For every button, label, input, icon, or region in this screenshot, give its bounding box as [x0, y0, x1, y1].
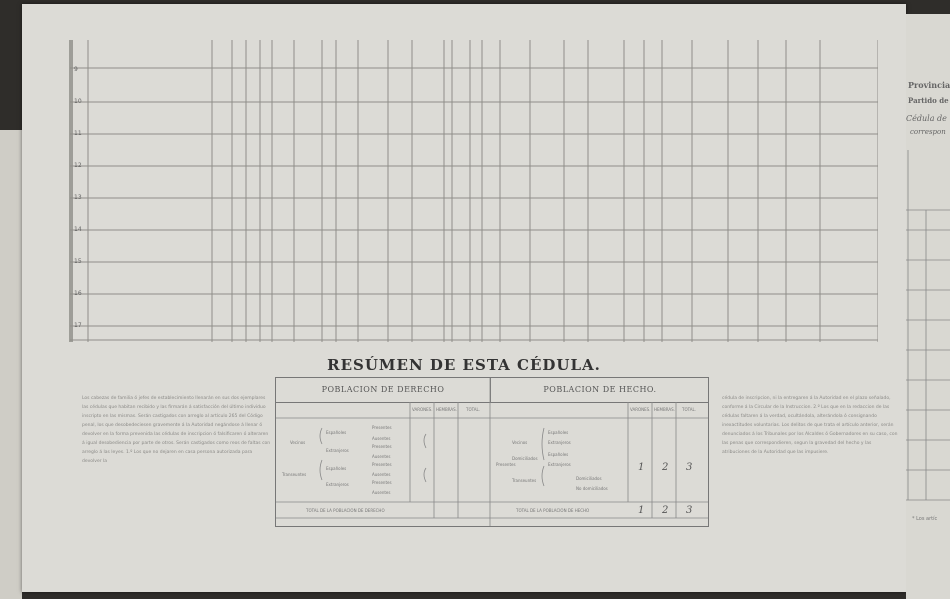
- row-label: Extranjeros: [326, 482, 349, 487]
- instructions-left: Los cabezas de familia ó jefes de establecimiento llenarán en sus dos ejemplares las cédulas que habitan recibido y las firmarán á satisfacción del último individuo inscripto en las mismas. Serán castigados con arreglo al artículo 265 del Código penal, los que desobedeciesen gravemente á la Autoridad negándose á llenar ó devolver en la forma prevenida las cédulas de inscripcion ó falsificaren ó alteraren á igual desobediencia por parte de otros. Serán castigados como reos de faltas con arreglo á las leyes. 1.º Los que no dejaren en casa persona autorizada para devolver la: [82, 396, 271, 464]
- sub-label: Extranjeros: [548, 462, 571, 467]
- partido-label: Partido de: [908, 96, 949, 105]
- row-number: 13: [74, 194, 82, 201]
- sub-label: Ausentes: [372, 490, 391, 495]
- hecho-total-label: TOTAL DE LA POBLACION DE HECHO: [516, 508, 590, 513]
- col-hembras-right: HEMBRAS.: [654, 407, 675, 412]
- next-page-footer: * Los artíc: [912, 516, 938, 522]
- sub-label: Presentes: [372, 480, 392, 485]
- hecho-header: POBLACION DE HECHO.: [490, 378, 709, 403]
- col-hembras-left: HEMBRAS.: [436, 407, 457, 412]
- row-label: Españoles: [326, 466, 347, 471]
- row-label: Transeuntes: [512, 478, 537, 483]
- sub-label: No domiciliados: [576, 486, 608, 491]
- next-page-table: [906, 150, 950, 510]
- instructions-right: cédula de inscripcion, ni la entregaren á la Autoridad en el plazo señalado, conforme á la Circular de la Instruccion. 2.º Los que en la redaccion de las cédulas faltaren á la verdad, ocultándola, alterándola ó consignando inexactitudes voluntarias. Los delitos de que trata el artículo anterior, serán denunciados á los Tribunales por los Alcaldes ó Gobernadores en su caso, con las penas que correspondieren, segun la gravedad del hecho y las atribuciones de la Autoridad que las impusiere.: [722, 396, 898, 455]
- left-page-edge: [0, 130, 22, 599]
- row-number: 16: [74, 290, 82, 297]
- row-label: Transeuntes: [282, 472, 307, 477]
- row-label: Vecinos: [512, 440, 528, 445]
- row-label: Vecinos: [290, 440, 306, 445]
- sub-label: Domiciliados: [576, 476, 602, 481]
- row-number: 9: [74, 66, 78, 73]
- hecho-value-varones: 1: [638, 462, 645, 473]
- row-number: 12: [74, 162, 82, 169]
- row-number: 11: [74, 130, 82, 137]
- summary-title: RESÚMEN DE ESTA CÉDULA.: [327, 356, 601, 374]
- census-sheet: [22, 4, 906, 592]
- row-number: 14: [74, 226, 82, 233]
- correspon-label: correspon: [910, 128, 946, 136]
- sub-label: Presentes: [372, 462, 392, 467]
- derecho-total-label: TOTAL DE LA POBLACION DE DERECHO: [306, 508, 385, 513]
- hecho-total-total: 3: [686, 505, 693, 516]
- sub-label: Presentes: [372, 425, 392, 430]
- col-total-left: TOTAL.: [466, 407, 480, 412]
- derecho-header: POBLACION DE DERECHO: [276, 378, 490, 403]
- register-grid: [68, 40, 878, 342]
- row-label: Extranjeros: [326, 448, 349, 453]
- row-number: 15: [74, 258, 82, 265]
- sub-label: Españoles: [548, 452, 569, 457]
- row-label: Españoles: [326, 430, 347, 435]
- sub-label: Ausentes: [372, 436, 391, 441]
- sub-label: Ausentes: [372, 472, 391, 477]
- hecho-total-varones: 1: [638, 505, 645, 516]
- col-varones-left: VARONES.: [412, 407, 433, 412]
- sub-label: Extranjeros: [548, 440, 571, 445]
- next-page-edge: [906, 14, 950, 599]
- row-number: 10: [74, 98, 82, 105]
- row-label: Presentes: [496, 462, 516, 467]
- summary-table: [275, 377, 709, 527]
- col-total-right: TOTAL.: [682, 407, 696, 412]
- sub-label: Ausentes: [372, 454, 391, 459]
- sub-label: Españoles: [548, 430, 569, 435]
- row-number: 17: [74, 322, 82, 329]
- hecho-value-hembras: 2: [662, 462, 669, 473]
- provincia-label: Provincia: [908, 80, 950, 90]
- sub-label: Presentes: [372, 444, 392, 449]
- col-varones-right: VARONES.: [630, 407, 651, 412]
- cedula-label: Cédula de: [906, 114, 947, 123]
- row-label: Domiciliados: [512, 456, 538, 461]
- hecho-total-hembras: 2: [662, 505, 669, 516]
- hecho-value-total: 3: [686, 462, 693, 473]
